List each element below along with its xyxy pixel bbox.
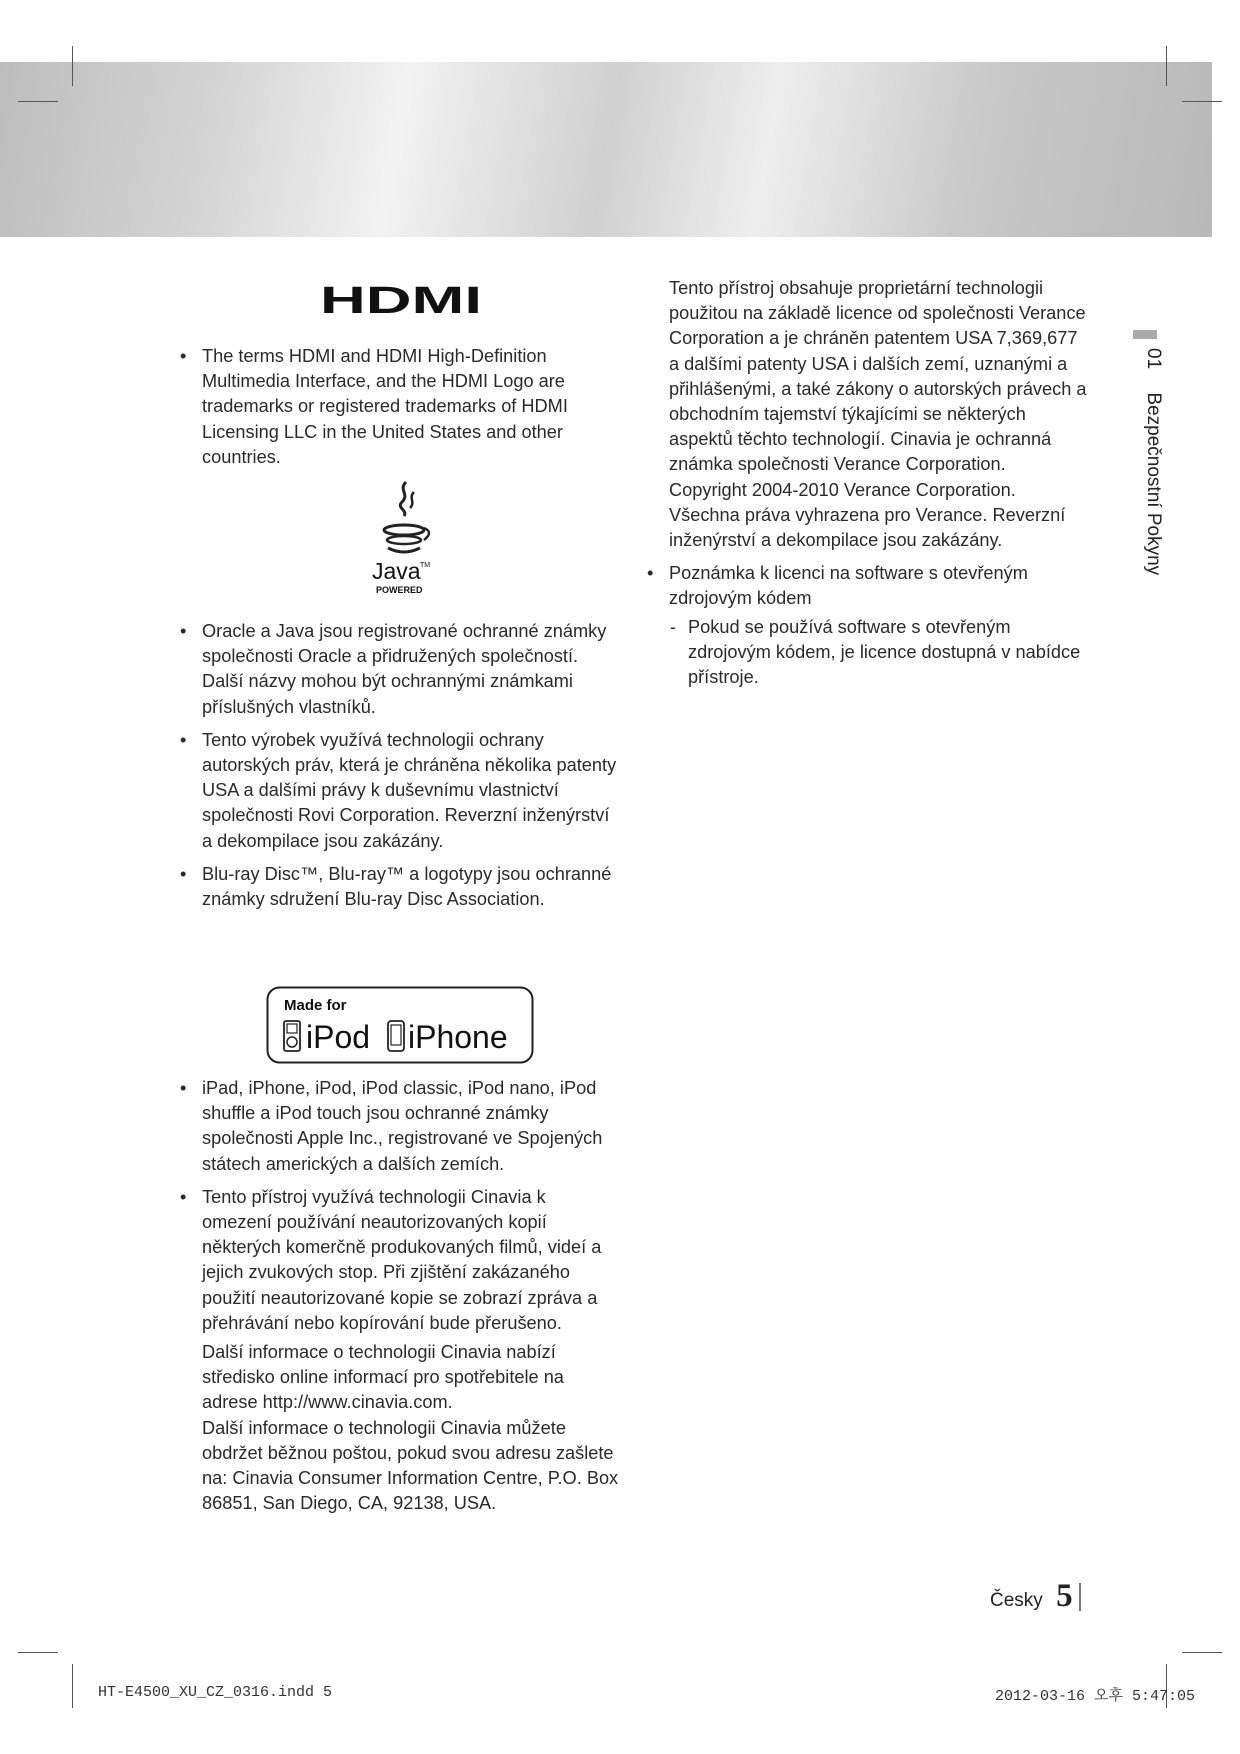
java-logo — [368, 480, 440, 600]
ipod-text: iPod — [306, 1019, 371, 1055]
chapter-side-label — [1128, 348, 1164, 588]
page-number-block — [990, 1578, 1073, 1615]
java-tm-text: TM — [420, 562, 431, 569]
iphone-device-icon — [388, 1021, 404, 1051]
crop-mark — [18, 101, 58, 102]
crop-mark — [72, 1664, 73, 1708]
page-language: Česky — [990, 1590, 1043, 1611]
crop-mark — [18, 1652, 58, 1653]
oracle-java-bullet: • Oracle a Java jsou registrované ochranné známky společnosti Oracle a přidružených společností. Další názvy mohou být ochrannými známkami příslušných vlastníků. — [180, 619, 620, 720]
chapter-number: 01 — [1143, 348, 1164, 370]
java-powered-text: POWERED — [376, 585, 423, 595]
chapter-tab-marker — [1133, 330, 1157, 339]
bluray-bullet: • Blu-ray Disc™, Blu-ray™ a logotypy jsou ochranné známky sdružení Blu-ray Disc Association. — [180, 862, 620, 912]
page-number: 5 — [1056, 1578, 1073, 1614]
iphone-text: iPhone — [408, 1019, 508, 1055]
verance-copyright: Copyright 2004-2010 Verance Corporation. — [669, 479, 1016, 500]
cinavia-mail-info: Další informace o technologii Cinavia můžete obdržet běžnou poštou, pokud svou adresu zašlete na: Cinavia Consumer Information Centre, P.O. Box 86851, San Diego, CA, 92138, USA. — [202, 1417, 619, 1514]
ipod-device-icon — [284, 1021, 300, 1051]
open-source-dash-item: - Pokud se používá software s otevřeným zdrojovým kódem, je licence dostupná v nabídce přístroje. — [669, 615, 1087, 691]
verance-notice: Tento přístroj obsahuje proprietární technologii použitou na základě licence od společnosti Verance Corporation a je chráněn patentem USA 7,369,677 a dalšími patenty USA i dalších zemí, uznanými a přihlášenými, a také zákony o autorských právech a obchodním tajemství týkajícími se některých aspektů těchto technologií. Cinavia je ochranná známka společnosti Verance Corporation. — [669, 278, 1087, 475]
cinavia-online-info: Další informace o technologii Cinavia nabízí středisko online informací pro spotřebitele na adrese http://www.cinavia.com. — [202, 1342, 564, 1413]
crop-mark — [1182, 1652, 1222, 1653]
made-for-ipod-iphone-logo — [266, 986, 534, 1064]
page-number-divider — [1079, 1583, 1081, 1611]
made-for-text: Made for — [284, 997, 347, 1014]
hdmi-logo — [318, 280, 484, 320]
chapter-title: Bezpečnostní Pokyny — [1143, 392, 1164, 576]
hdmi-trademark-bullet: • The terms HDMI and HDMI High-Definition Multimedia Interface, and the HDMI Logo are trademarks or registered trademarks of HDMI Licensing LLC in the United States and other countries. — [180, 344, 610, 470]
apple-trademark-bullet: • iPad, iPhone, iPod, iPod classic, iPod nano, iPod shuffle a iPod touch jsou ochranné známky společnosti Apple Inc., registrované ve Spojených státech amerických a dalších zemích. — [180, 1076, 620, 1177]
verance-rights: Všechna práva vyhrazena pro Verance. Reverzní inženýrství a dekompilace jsou zakázány. — [669, 504, 1066, 551]
crop-mark — [1182, 101, 1222, 102]
footer-filename: HT-E4500_XU_CZ_0316.indd 5 — [98, 1684, 333, 1701]
hdmi-logo-text: HDMI — [320, 280, 482, 320]
cinavia-bullet — [180, 1185, 620, 1517]
crop-mark — [72, 46, 73, 86]
header-banner — [0, 62, 1212, 237]
rovi-bullet: • Tento výrobek využívá technologii ochrany autorských práv, která je chráněna několika patenty USA a dalšími právy k duševnímu vlastnictví společnosti Rovi Corporation. Reverzní inženýrství a dekompilace jsou zakázány. — [180, 728, 620, 854]
open-source-bullet: • Poznámka k licenci na software s otevřeným zdrojovým kódem — [647, 561, 1087, 611]
cinavia-notice: • Tento přístroj využívá technologii Cinavia k omezení používání neautorizovaných kopií některých komerčně produkovaných filmů, videí a jejich zvukových stop. Při zjištění zakázaného použití neautorizované kopie se zobrazí zpráva a přehrávání nebo kopírování bude přerušeno. — [202, 1186, 602, 1333]
java-logo-text: Java — [372, 558, 421, 584]
footer-timestamp: 2012-03-16 오후 5:47:05 — [995, 1688, 1196, 1705]
crop-mark — [1166, 46, 1167, 86]
